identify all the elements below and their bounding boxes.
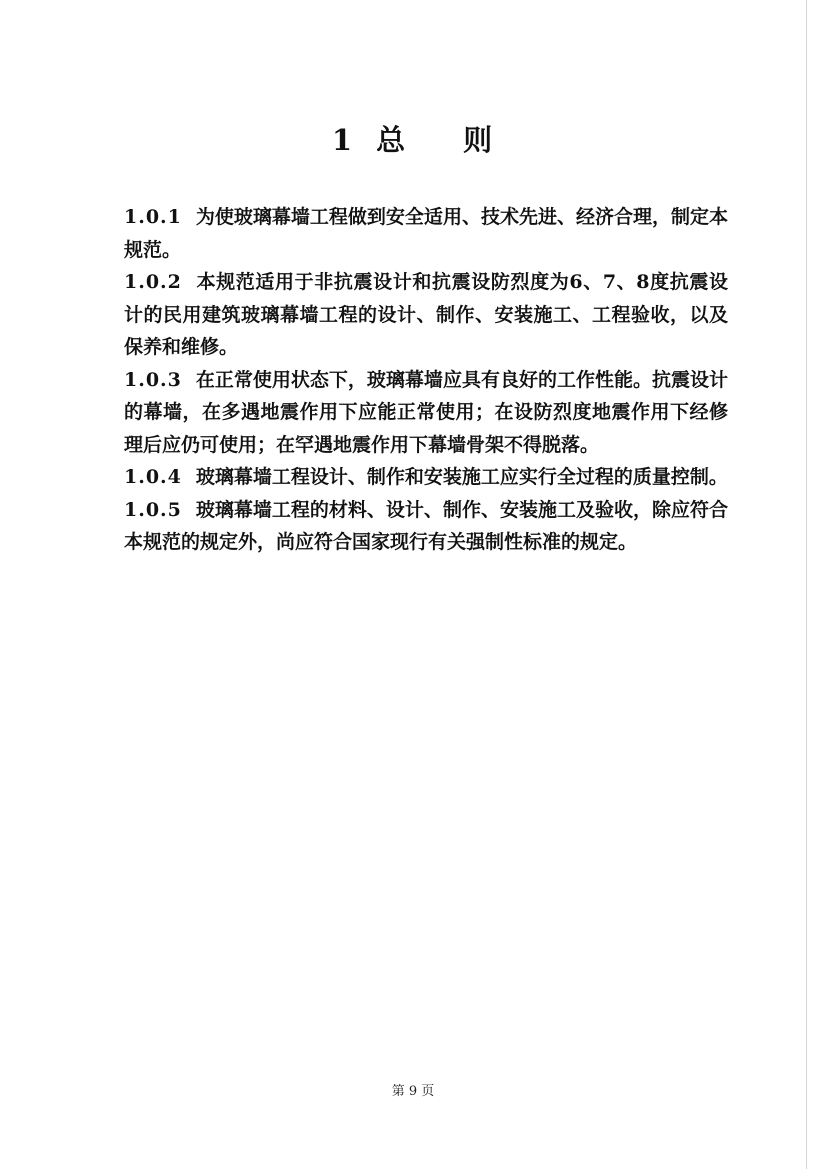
clause-1-0-2 — [124, 266, 728, 364]
clause-number: 1.0.2 — [124, 271, 182, 293]
clause-1-0-3 — [124, 364, 728, 462]
clause-text: 本规范适用于非抗震设计和抗震设防烈度为6、7、8度抗震设计的民用建筑玻璃幕墙工程的设计、制作、安装施工、工程验收，以及保养和维修。 — [124, 271, 728, 358]
clause-list — [124, 201, 728, 559]
clause-text: 在正常使用状态下，玻璃幕墙应具有良好的工作性能。抗震设计的幕墙，在多遇地震作用下应能正常使用；在设防烈度地震作用下经修理后应仍可使用；在罕遇地震作用下幕墙骨架不得脱落。 — [124, 368, 728, 456]
clause-text: 为使玻璃幕墙工程做到安全适用、技术先进、经济合理，制定本规范。 — [124, 206, 728, 261]
chapter-title — [0, 118, 826, 159]
page-number: 第 9 页 — [391, 1084, 435, 1099]
clause-number: 1.0.4 — [124, 466, 182, 488]
clause-text: 玻璃幕墙工程设计、制作和安装施工应实行全过程的质量控制。 — [195, 466, 728, 488]
chapter-title-char-2: 则 — [463, 123, 495, 157]
clause-1-0-1 — [124, 201, 728, 266]
clause-1-0-4 — [124, 461, 728, 494]
clause-number: 1.0.3 — [124, 368, 182, 391]
clause-text: 玻璃幕墙工程的材料、设计、制作、安装施工及验收，除应符合本规范的规定外，尚应符合国家现行有关强制性标准的规定。 — [124, 498, 728, 553]
page-edge-line — [806, 0, 807, 1169]
clause-1-0-5 — [124, 494, 728, 559]
chapter-number: 1 — [331, 123, 355, 157]
clause-number: 1.0.1 — [124, 206, 182, 228]
chapter-title-char-1: 总 — [376, 123, 408, 157]
clause-number: 1.0.5 — [124, 498, 182, 521]
